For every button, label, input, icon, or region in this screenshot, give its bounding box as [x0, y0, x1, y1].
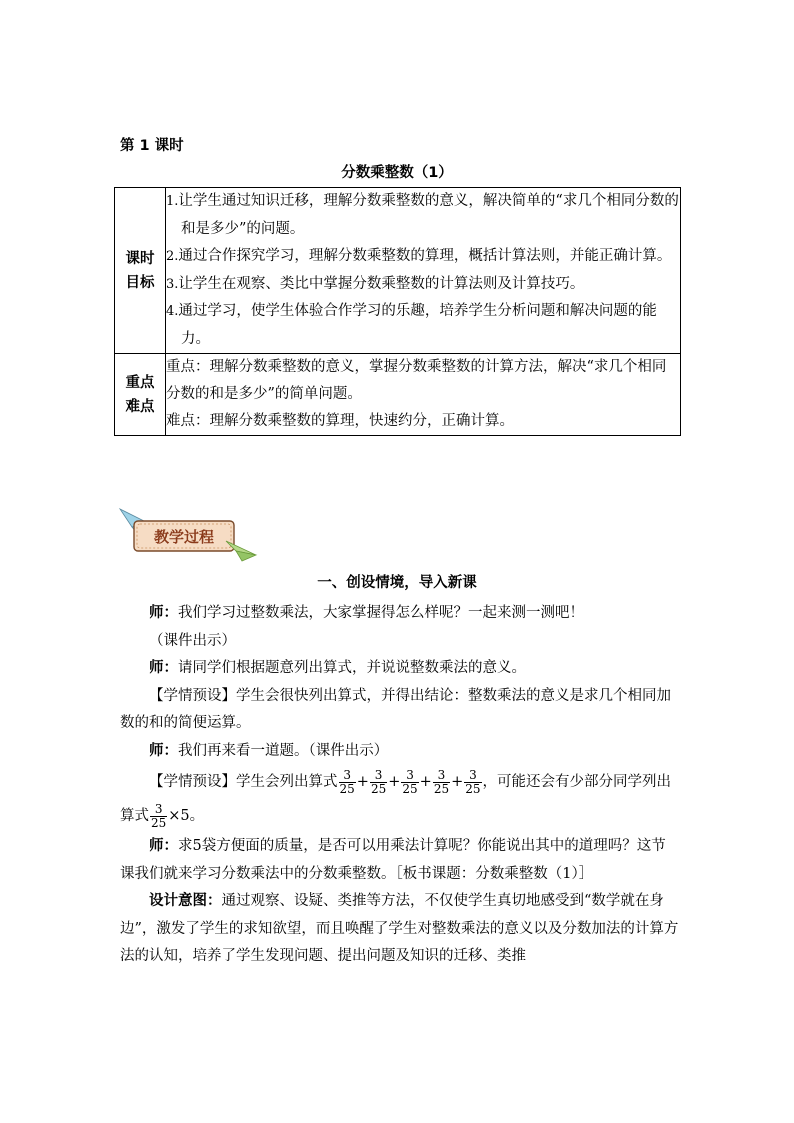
fraction [339, 769, 356, 796]
speaker-label: 师： [149, 742, 178, 759]
badge-text: 教学过程 [153, 528, 215, 546]
goals-head-cell [115, 188, 166, 354]
doc-title: 分数乘整数（1） [341, 165, 453, 181]
paragraph-teacher-2 [120, 655, 680, 683]
paragraph-teacher-1 [120, 600, 680, 628]
key-head-line-1: 重点 [125, 374, 155, 391]
fraction-denominator: 25 [151, 815, 167, 830]
goal-text: 让学生通过知识迁移，理解分数乘整数的意义，解决简单的“求几个相同分数的和是多少”的问题。 [178, 193, 679, 237]
difficult-point-text: 难点：理解分数乘整数的算理，快速约分，正确计算。 [166, 413, 514, 429]
paragraph-text: 求5袋方便面的质量，是否可以用乘法计算呢？你能说出其中的道理吗？这节课我们就来学习分数乘法中的分数乘整数。［板书课题：分数乘整数（1）］ [120, 838, 666, 882]
speaker-label: 师： [149, 605, 178, 621]
paragraph-text: 请同学们根据题意列出算式，并说说整数乘法的意义。 [178, 660, 526, 676]
fraction-numerator: 3 [433, 769, 450, 783]
fraction [150, 803, 167, 830]
paragraph-text: 算式 [120, 808, 149, 824]
key-content-cell [166, 354, 681, 436]
section-title: 一、创设情境，导入新课 [317, 575, 477, 591]
fraction-numerator: 3 [339, 769, 356, 783]
fraction-denominator: 25 [433, 781, 450, 796]
paragraph-text: 我们学习过整数乘法，大家掌握得怎么样呢？一起来测一测吧！ [178, 605, 584, 621]
goals-content-cell [166, 188, 681, 354]
paragraph-text: 【学情预设】学生会列出算式 [149, 774, 338, 790]
fraction [370, 769, 387, 796]
plus-sign: + [419, 774, 432, 790]
goal-item [166, 298, 680, 353]
paragraph-text: 【学情预设】学生会很快列出算式，并得出结论：整数乘法的意义是求几个相同加数的和的简便运算。 [120, 687, 671, 731]
goal-number: 2. [166, 249, 179, 264]
paragraph-text: 我们再来看一道题。（课件出示） [178, 742, 389, 759]
plus-sign: + [451, 774, 464, 790]
paragraph-teacher-4 [120, 833, 680, 888]
fraction [433, 769, 450, 796]
goals-row [115, 188, 681, 354]
goal-number: 1. [166, 194, 179, 209]
paragraph-preset-1 [120, 683, 680, 738]
speaker-label: 师： [149, 660, 178, 676]
fraction-numerator: 3 [150, 803, 167, 817]
goal-text: 让学生在观察、类比中掌握分数乘整数的计算法则及计算技巧。 [178, 275, 585, 292]
speaker-label: 设计意图： [149, 893, 222, 909]
goals-table [114, 187, 681, 436]
goal-text: 通过学习，使学生体验合作学习的乐趣，培养学生分析问题和解决问题的能力。 [178, 303, 657, 347]
paragraph-courseware [120, 628, 680, 656]
paragraph-design-intent [120, 888, 680, 971]
fraction-denominator: 25 [465, 781, 481, 796]
lesson-label: 第 1 课时 [120, 138, 184, 154]
plus-sign: + [356, 774, 369, 790]
key-head-cell [115, 354, 166, 436]
goal-item [166, 188, 680, 243]
goals-head-line-2: 目标 [125, 274, 155, 291]
paper-plane-icon [118, 505, 263, 565]
paragraph-text: ，可能还会有少部分同学列出 [482, 774, 672, 790]
fraction-denominator: 25 [339, 781, 355, 796]
fraction [401, 769, 418, 796]
paragraph-text: ×5。 [168, 808, 205, 824]
goal-text: 通过合作探究学习，理解分数乘整数的算理，概括计算法则，并能正确计算。 [178, 248, 672, 264]
goal-number: 3. [166, 276, 179, 292]
paragraph-teacher-3 [120, 738, 680, 766]
paragraph-text: （课件出示） [149, 632, 236, 649]
lesson-body [120, 600, 680, 971]
fraction-denominator: 25 [370, 781, 387, 796]
teaching-process-badge [118, 505, 263, 565]
speaker-label: 师： [149, 838, 178, 854]
goals-head-line-1: 课时 [125, 250, 155, 267]
plus-sign: + [388, 774, 401, 790]
key-point-text: 重点：理解分数乘整数的意义，掌握分数乘整数的计算方法，解决“求几个相同分数的和是多少”的简单问题。 [166, 359, 667, 402]
goal-item [166, 243, 680, 271]
fraction-numerator: 3 [401, 769, 418, 783]
fraction-denominator: 25 [402, 781, 418, 796]
goal-number: 4. [166, 304, 179, 319]
key-points-row [115, 354, 681, 436]
fraction [464, 769, 481, 796]
paragraph-text: 通过观察、设疑、类推等方法，不仅使学生真切地感受到“数学就在身边”，激发了学生的求知欲望，而且唤醒了学生对整数乘法的意义以及分数加法的计算方法的认知，培养了学生发现问题、提出问题及知识的迁移、类推 [120, 893, 679, 964]
goal-item [166, 271, 680, 299]
fraction-numerator: 3 [370, 769, 387, 783]
fraction-numerator: 3 [464, 769, 481, 783]
paragraph-formula-2 [120, 799, 680, 833]
paragraph-preset-2 [120, 765, 680, 799]
key-head-line-2: 难点 [125, 398, 155, 415]
